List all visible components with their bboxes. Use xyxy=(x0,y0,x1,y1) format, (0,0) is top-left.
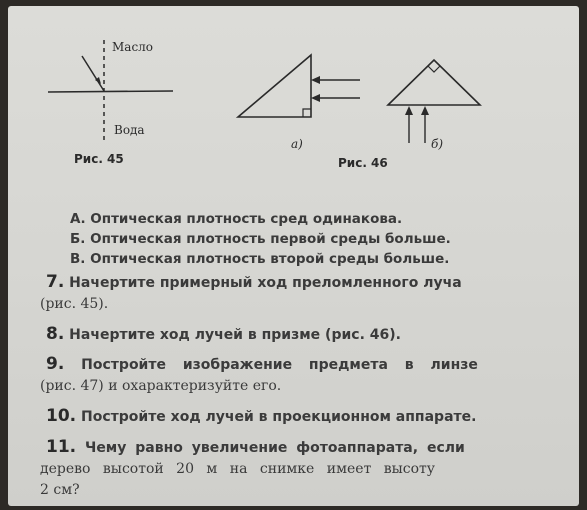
task-9-text: Постройте изображение предмета в линзе xyxy=(64,357,478,373)
fig46b-prism xyxy=(388,60,480,105)
figures-diagram xyxy=(8,6,579,206)
fig46-caption: Рис. 46 xyxy=(338,156,388,170)
task-11-number: 11. xyxy=(46,437,77,457)
task-7-number: 7. xyxy=(46,272,65,292)
fig45-caption: Рис. 45 xyxy=(74,152,124,166)
task-9-number: 9. xyxy=(46,354,65,374)
task-11-text-cont: дерево высотой 20 м на снимке имеет высоту xyxy=(40,461,436,477)
option-c: В. Оптическая плотность второй среды больше. xyxy=(70,251,450,267)
task-10-number: 10. xyxy=(46,406,77,426)
fig46a-ray-2-arrowhead xyxy=(311,94,320,102)
textbook-page xyxy=(8,6,579,506)
fig46-label-a: а) xyxy=(291,137,303,151)
option-b: Б. Оптическая плотность первой среды больше. xyxy=(70,231,451,247)
fig46b-ray-2-arrowhead xyxy=(421,106,429,115)
task-11-text: Чему равно увеличение фотоаппарата, если xyxy=(76,440,465,456)
task-10 xyxy=(46,406,476,428)
task-11 xyxy=(40,437,465,501)
task-10-text: Постройте ход лучей в проекционном аппарате. xyxy=(76,409,477,425)
fig45-water-label: Вода xyxy=(114,123,145,137)
task-7-text: Начертите примерный ход преломленного луча xyxy=(64,275,462,291)
task-7 xyxy=(40,272,462,315)
task-8-text: Начертите ход лучей в призме (рис. 46). xyxy=(64,327,401,343)
fig46b-ray-1-arrowhead xyxy=(405,106,413,115)
fig46b-right-angle xyxy=(428,66,440,72)
task-11-text-cont-2: 2 см? xyxy=(40,482,80,498)
fig45-oil-label: Масло xyxy=(112,40,154,54)
fig46a-prism xyxy=(238,55,311,117)
fig45-incident-ray xyxy=(82,56,104,91)
fig46-label-b: б) xyxy=(431,137,444,151)
task-8 xyxy=(46,324,401,346)
fig46a-ray-1-arrowhead xyxy=(311,76,320,84)
task-9-text-cont: (рис. 47) и охарактеризуйте его. xyxy=(40,378,282,394)
task-9 xyxy=(40,354,478,397)
option-a: А. Оптическая плотность сред одинакова. xyxy=(70,211,403,227)
fig46a-right-angle xyxy=(303,109,311,117)
task-7-text-cont: (рис. 45). xyxy=(40,296,109,312)
task-8-number: 8. xyxy=(46,324,65,344)
fig45-interface-line xyxy=(48,91,173,92)
answer-options xyxy=(70,209,451,269)
